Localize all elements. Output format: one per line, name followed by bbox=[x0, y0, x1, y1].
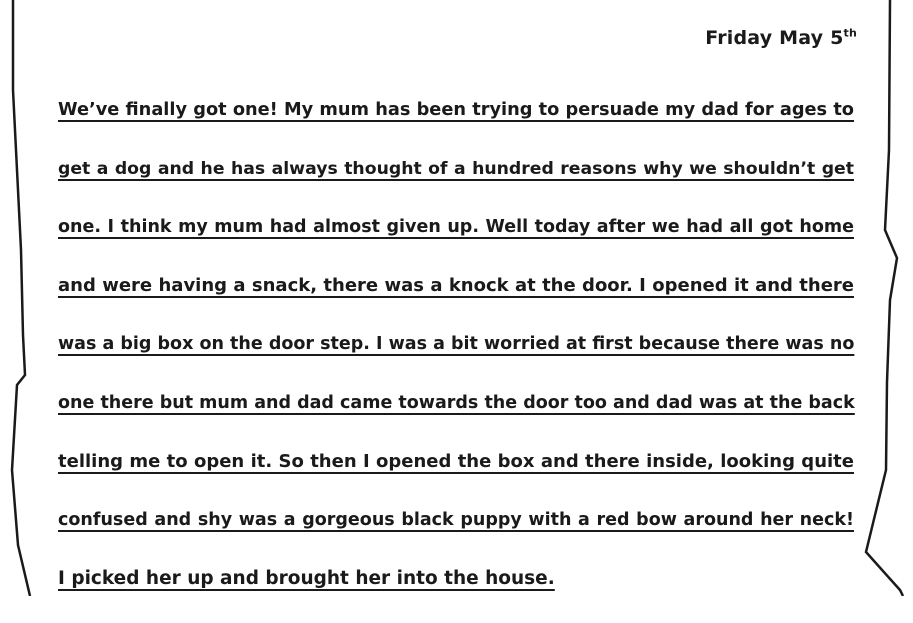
diary-date-suffix: th bbox=[843, 26, 857, 40]
diary-line: I picked her up and brought her into the house. bbox=[58, 567, 555, 589]
left-torn-edge bbox=[12, 0, 30, 596]
diary-line: was a big box on the door step. I was a bit worried at first because there was no bbox=[58, 334, 855, 355]
diary-line: one. I think my mum had almost given up. Well today after we had all got home bbox=[58, 217, 854, 238]
diary-date-text: Friday May 5 bbox=[705, 27, 844, 49]
diary-line: one there but mum and dad came towards the door too and dad was at the back bbox=[58, 392, 855, 413]
diary-line: get a dog and he has always thought of a hundred reasons why we shouldn’t get bbox=[58, 158, 854, 179]
diary-line: confused and shy was a gorgeous black puppy with a red bow around her neck! bbox=[58, 510, 854, 531]
diary-entry bbox=[58, 96, 854, 623]
right-torn-edge bbox=[866, 0, 903, 596]
diary-date bbox=[705, 27, 857, 49]
diary-line: telling me to open it. So then I opened the box and there inside, looking quite bbox=[58, 450, 854, 472]
diary-line: and were having a snack, there was a knock at the door. I opened it and there bbox=[58, 274, 854, 296]
diary-line: We’ve finally got one! My mum has been trying to persuade my dad for ages to bbox=[58, 100, 854, 120]
